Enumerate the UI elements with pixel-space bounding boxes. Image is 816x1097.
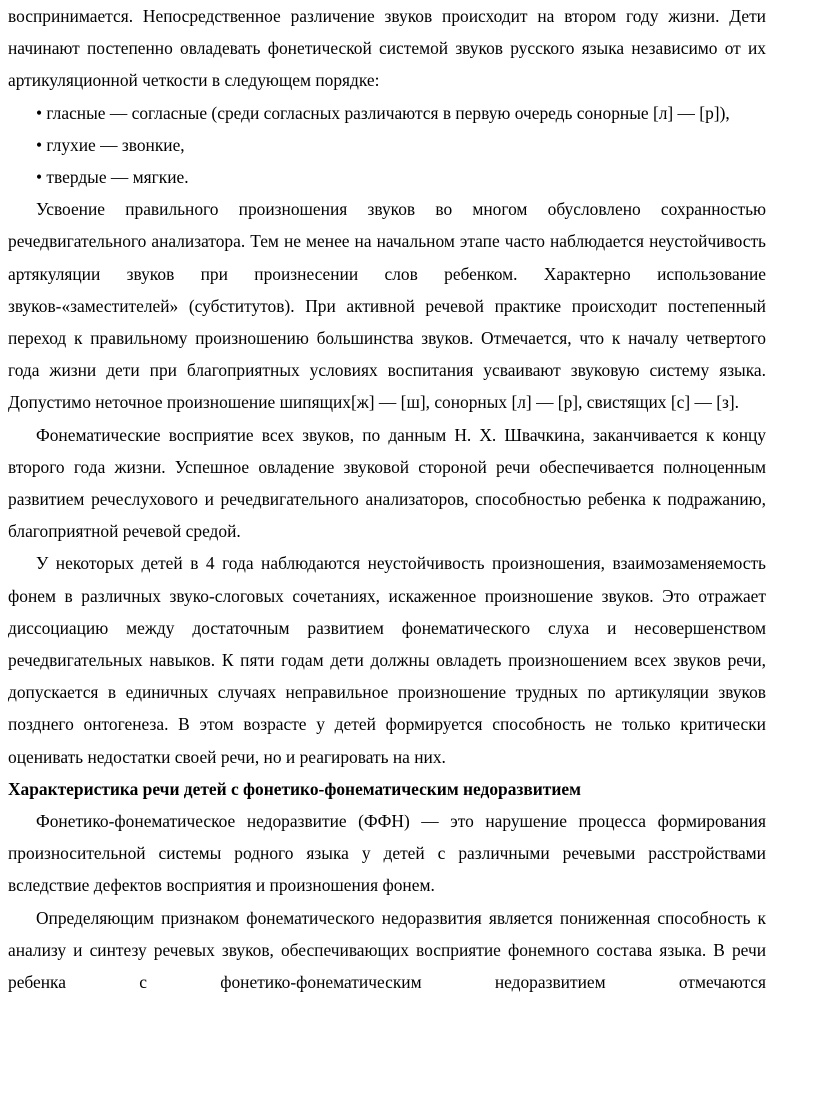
paragraph-continuation: воспринимается. Непосредственное различение звуков происходит на втором году жизни. Дети начинают постепенно овладевать фонетической системой звуков русского языка независимо от их артикуляционной четкости в следующем порядке: <box>8 6 766 91</box>
list-item-vowels-consonants: • гласные — согласные (среди согласных различаются в первую очередь сонорные [л] — [р]), <box>36 102 730 123</box>
list-item-hard-soft: • твердые — мягкие. <box>36 167 189 188</box>
document-page <box>8 0 766 998</box>
list-item-voiceless-voiced: • глухие — звонкие, <box>36 134 185 155</box>
paragraph-defining-feature: Определяющим признаком фонематического недоразвития является пониженная способность к анализу и синтезу речевых звуков, обеспечивающих восприятие фонемного состава языка. В речи ребенка с фонетико-фонематическим недоразвитием отмечаются <box>8 907 766 993</box>
paragraph-pronunciation: Усвоение правильного произношения звуков во многом обусловлено сохранностью речедвигательного анализатора. Тем не менее на начальном этапе часто наблюдается неустойчивость артякуляции звуков при произнесении слов ребенком. Характерно использование звуков-«заместителей» (субститутов). При активной речевой практике происходит постепенный переход к правильному произношению большинства звуков. Отмечается, что к началу четвертого года жизни дети при благоприятных условиях воспитания усваивают звуковую систему языка. Допустимо неточное произношение шипящих[ж] — [ш], сонорных [л] — [р], свистящих [с] — [з]. <box>8 199 766 413</box>
section-heading: Характеристика речи детей с фонетико-фонематическим недоразвитием <box>8 778 581 799</box>
paragraph-age-four: У некоторых детей в 4 года наблюдаются неустойчивость произношения, взаимозаменяемость фонем в различных звуко-слоговых сочетаниях, искаженное произношение звуков. Это отражает диссоциацию между достаточным развитием фонематического слуха и несовершенством речедвигательных навыков. К пяти годам дети должны овладеть произношением всех звуков речи, допускается в единичных случаях неправильное произношение трудных по артикуляции звуков позднего онтогенеза. В этом возрасте у детей формируется способность не только критически оценивать недостатки своей речи, но и реагировать на них. <box>8 553 766 767</box>
paragraph-ffn-definition: Фонетико-фонематическое недоразвитие (ФФН) — это нарушение процесса формирования произносительной системы родного языка у детей с различными речевыми расстройствами вследствие дефектов восприятия и произношения фонем. <box>8 811 766 896</box>
paragraph-phonemic-perception: Фонематические восприятие всех звуков, по данным Н. Х. Швачкина, заканчивается к концу второго года жизни. Успешное овладение звуковой стороной речи обеспечивается полноценным развитием речеслухового и речедвигательного анализаторов, способностью ребенка к подражанию, благоприятной речевой средой. <box>8 424 766 542</box>
